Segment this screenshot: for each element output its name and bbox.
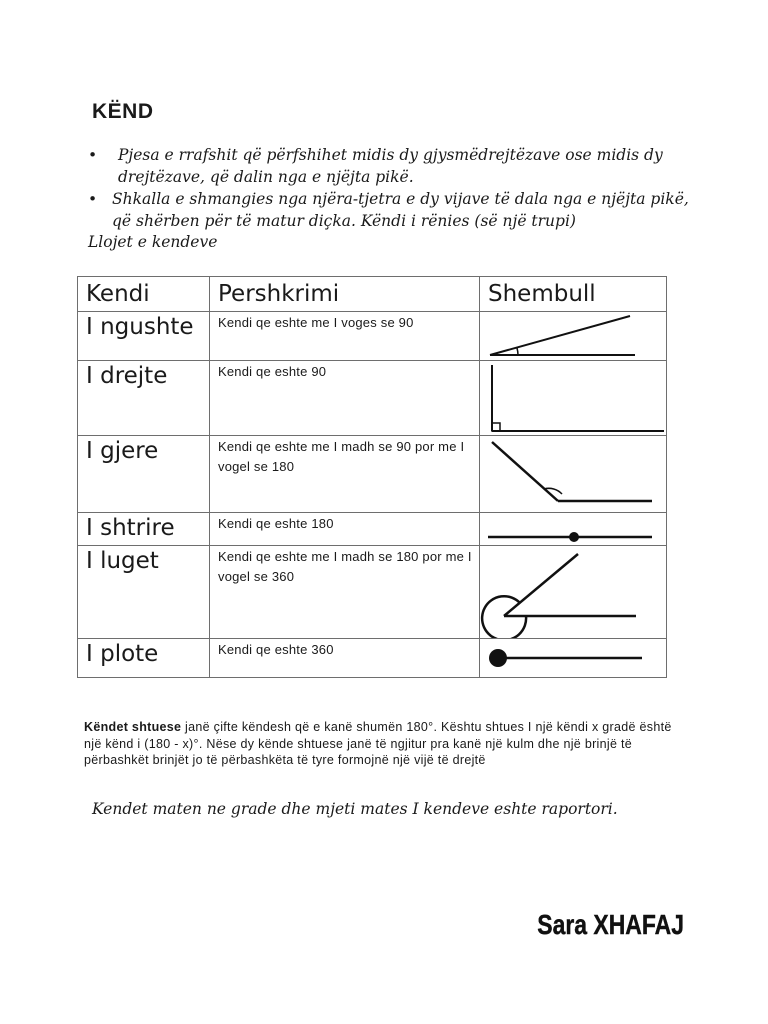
angle-name: I plote	[78, 639, 210, 678]
bullet-icon: •	[88, 190, 98, 208]
definition-text: Pjesa e rrafshit që përfshihet midis dy gjysmëdrejtëzave ose midis dy drejtëzave, që dalin nga e njëjta pikë.	[118, 146, 663, 186]
angle-name: I gjere	[78, 436, 210, 513]
types-heading: Llojet e kendeve	[88, 233, 218, 251]
angle-name: I ngushte	[78, 312, 210, 361]
table-row	[78, 361, 667, 436]
table-row	[78, 312, 667, 361]
example-cell	[480, 312, 667, 361]
obtuse-angle-icon	[480, 436, 667, 512]
definition-list	[88, 144, 708, 232]
supplementary-text: janë çifte këndesh që e kanë shumën 180°. Kështu shtues I një këndi x gradë është një kënd i (180 - x)°. Nëse dy kënde shtuese janë të ngjitur pra kanë një kulm dhe një brinjë të përbashkët brinjët jo të përbashkëta të tyre formojnë një vijë të drejtë	[84, 720, 672, 767]
full-angle-icon	[480, 639, 667, 677]
angle-name: I luget	[78, 546, 210, 639]
acute-angle-icon	[480, 312, 667, 360]
reflex-angle-icon	[480, 546, 667, 638]
page-title: KËND	[92, 100, 154, 123]
example-cell	[480, 639, 667, 678]
table-row	[78, 546, 667, 639]
angle-description: Kendi qe eshte 360	[210, 639, 480, 678]
example-cell	[480, 546, 667, 639]
column-header: Kendi	[78, 277, 210, 312]
angle-description: Kendi qe eshte me I madh se 180 por me I vogel se 360	[210, 546, 480, 639]
supplementary-angles-paragraph	[84, 719, 684, 769]
signature	[536, 896, 686, 946]
column-header: Shembull	[480, 277, 667, 312]
example-cell	[480, 361, 667, 436]
angle-description: Kendi qe eshte me I madh se 90 por me I vogel se 180	[210, 436, 480, 513]
angle-description: Kendi qe eshte 90	[210, 361, 480, 436]
angle-name: I shtrire	[78, 513, 210, 546]
table-row	[78, 639, 667, 678]
straight-angle-icon	[480, 513, 667, 545]
table-header-row	[78, 277, 667, 312]
right-angle-icon	[480, 361, 667, 435]
angle-types-table	[77, 276, 667, 678]
definition-text: Shkalla e shmangies nga njëra-tjetra e dy vijave të dala nga e njëjta pikë, që shërben për të matur diçka. Këndi i rënies (së një trupi)	[112, 190, 689, 230]
bullet-icon: •	[88, 146, 98, 164]
example-cell	[480, 513, 667, 546]
table-row	[78, 513, 667, 546]
supplementary-lead: Këndet shtuese	[84, 720, 182, 734]
definition-item	[88, 188, 708, 232]
measure-note: Kendet maten ne grade dhe mjeti mates I kendeve eshte raportori.	[92, 800, 618, 818]
angle-name: I drejte	[78, 361, 210, 436]
definition-item	[88, 144, 708, 188]
example-cell	[480, 436, 667, 513]
column-header: Pershkrimi	[210, 277, 480, 312]
signature-text: Sara XHAFAJ	[537, 909, 684, 941]
angle-description: Kendi qe eshte me I voges se 90	[210, 312, 480, 361]
table-row	[78, 436, 667, 513]
angle-description: Kendi qe eshte 180	[210, 513, 480, 546]
